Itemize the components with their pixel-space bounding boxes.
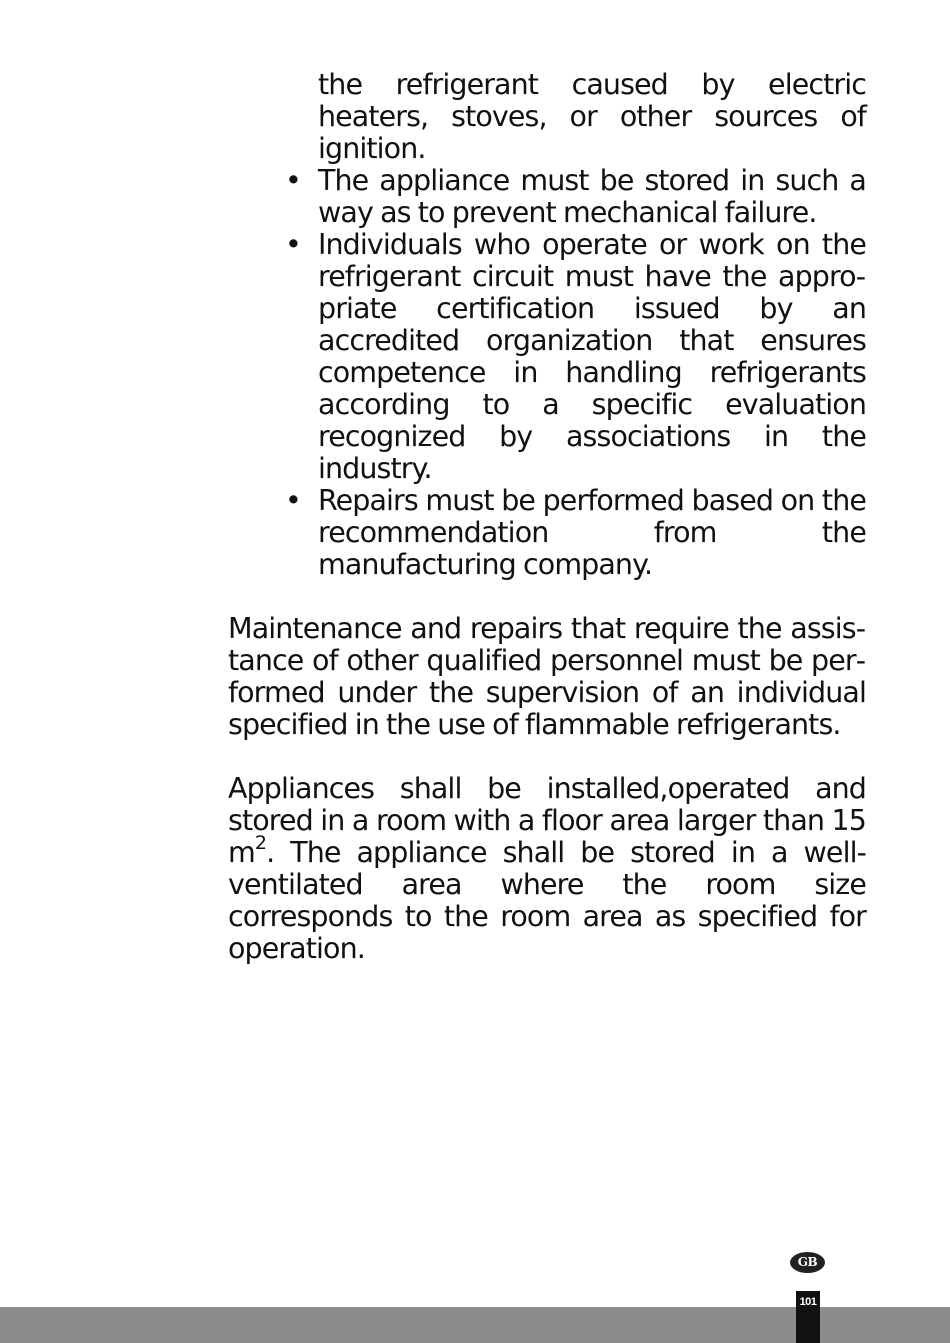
language-badge: GB xyxy=(790,1252,825,1273)
list-item xyxy=(285,484,866,581)
list-item-text: The appliance must be stored in such a way as to prevent mechanical failure. xyxy=(318,164,866,229)
superscript-two: 2 xyxy=(254,831,267,854)
bullet-icon: • xyxy=(285,484,301,517)
list-item xyxy=(285,164,866,229)
bullet-icon: • xyxy=(285,164,301,197)
bullet-list xyxy=(228,69,866,581)
page-number: 101 xyxy=(799,1296,817,1308)
list-item-text: Individuals who operate or work on the refrigerant circuit must have the appropriate certification issued by an accredited organization that ensures competence in handling refrigerants according to a specific evaluation recognized by associations in the industry. xyxy=(318,228,866,485)
bullet-icon: • xyxy=(285,228,301,261)
list-item-continuation xyxy=(318,69,866,165)
paragraph-text-before: Appliances shall be installed,operated and stored in a room with a floor area larger than 15 m xyxy=(228,772,866,869)
list-item-text: Repairs must be performed based on the recommendation from the manufacturing company. xyxy=(318,484,866,581)
paragraph-text-after: . The appliance shall be stored in a well-ventilated area where the room size corresponds to the room area as specified for operation. xyxy=(228,836,866,965)
list-item xyxy=(285,228,866,485)
document-body xyxy=(228,69,866,965)
paragraph-maintenance: Maintenance and repairs that require the assistance of other qualified personnel must be performed under the supervision of an individual specified in the use of flammable refrigerants. xyxy=(228,612,866,741)
paragraph-installation xyxy=(228,773,866,965)
list-item-text: the refrigerant caused by electric heaters, stoves, or other sources of ignition. xyxy=(318,68,866,165)
